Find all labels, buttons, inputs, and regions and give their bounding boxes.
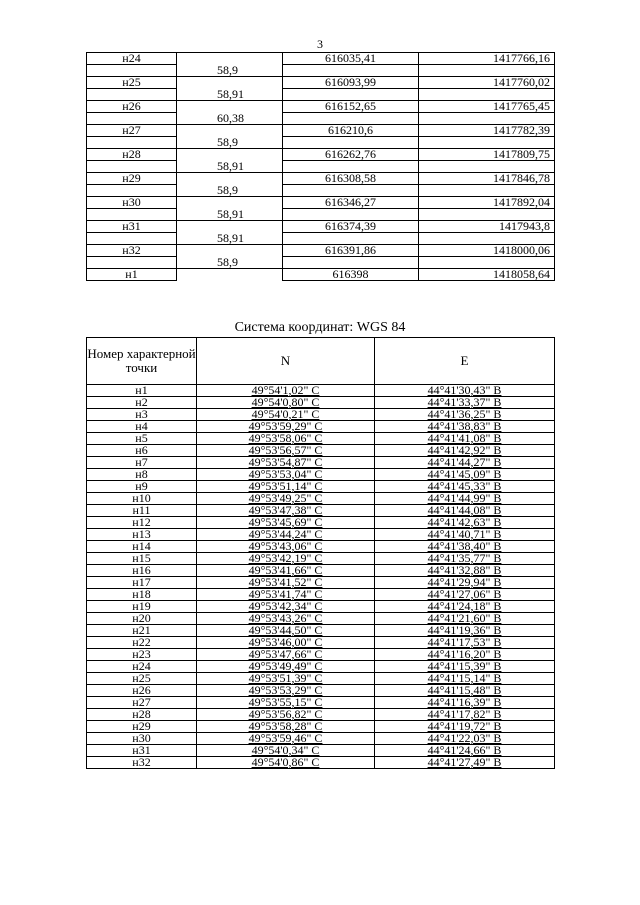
segment-length: 58,9 <box>177 257 283 269</box>
point-name: н28 <box>87 149 177 161</box>
n-coordinate: 49°53'42,19" С <box>197 553 375 565</box>
wgs84-coordinates-table <box>86 337 555 769</box>
e-coordinate: 44°41'17,53" В <box>375 637 555 649</box>
point-name: н22 <box>87 637 197 649</box>
e-coordinate: 44°41'22,03" В <box>375 733 555 745</box>
upper-table-body <box>87 53 555 281</box>
page-number: 3 <box>317 37 323 51</box>
n-coordinate: 49°54'0,80" С <box>197 397 375 409</box>
point-name: н26 <box>87 101 177 113</box>
table-row <box>87 77 555 89</box>
point-name: н15 <box>87 553 197 565</box>
header-e: E <box>375 338 555 385</box>
e-coordinate: 44°41'35,77" В <box>375 553 555 565</box>
point-name: н32 <box>87 245 177 257</box>
distance-row <box>87 161 555 173</box>
e-coordinate: 44°41'15,39" В <box>375 661 555 673</box>
x-coordinate: 616308,58 <box>283 173 419 185</box>
n-coordinate: 49°53'58,06" С <box>197 433 375 445</box>
table-row <box>87 53 555 65</box>
header-point-number: Номер характерной точки <box>87 338 197 385</box>
e-coordinate: 44°41'15,48" В <box>375 685 555 697</box>
e-coordinate: 44°41'17,82" В <box>375 709 555 721</box>
point-name: н18 <box>87 589 197 601</box>
y-coordinate: 1417782,39 <box>419 125 555 137</box>
e-coordinate: 44°41'44,27" В <box>375 457 555 469</box>
point-name: н10 <box>87 493 197 505</box>
point-name: н24 <box>87 53 177 65</box>
y-coordinate: 1417809,75 <box>419 149 555 161</box>
table-row <box>87 221 555 233</box>
e-coordinate: 44°41'21,60" В <box>375 613 555 625</box>
point-name: н1 <box>87 385 197 397</box>
coordinate-system-caption: Система координат: WGS 84 <box>234 320 406 335</box>
point-name: н7 <box>87 457 197 469</box>
point-name: н4 <box>87 421 197 433</box>
point-name: н27 <box>87 697 197 709</box>
y-coordinate: 1417766,16 <box>419 53 555 65</box>
table-row <box>87 757 555 769</box>
n-coordinate: 49°53'41,52" С <box>197 577 375 589</box>
e-coordinate: 44°41'40,71" В <box>375 529 555 541</box>
n-coordinate: 49°53'41,74" С <box>197 589 375 601</box>
distance-row <box>87 185 555 197</box>
x-coordinate: 616210,6 <box>283 125 419 137</box>
header-row <box>87 338 555 385</box>
distance-row <box>87 233 555 245</box>
e-coordinate: 44°41'45,09" В <box>375 469 555 481</box>
point-name: н19 <box>87 601 197 613</box>
n-coordinate: 49°53'49,49" С <box>197 661 375 673</box>
n-coordinate: 49°53'47,38" С <box>197 505 375 517</box>
e-coordinate: 44°41'45,33" В <box>375 481 555 493</box>
n-coordinate: 49°53'51,39" С <box>197 673 375 685</box>
n-coordinate: 49°54'0,86" С <box>197 757 375 769</box>
point-name: н9 <box>87 481 197 493</box>
header-n: N <box>197 338 375 385</box>
n-coordinate: 49°53'51,14" С <box>197 481 375 493</box>
point-name: н11 <box>87 505 197 517</box>
point-name: н3 <box>87 409 197 421</box>
distance-row <box>87 65 555 77</box>
e-coordinate: 44°41'30,43" В <box>375 385 555 397</box>
e-coordinate: 44°41'29,94" В <box>375 577 555 589</box>
point-name: н30 <box>87 197 177 209</box>
point-name: н8 <box>87 469 197 481</box>
n-coordinate: 49°53'41,66" С <box>197 565 375 577</box>
table-row <box>87 125 555 137</box>
y-coordinate: 1417765,45 <box>419 101 555 113</box>
distance-row <box>87 89 555 101</box>
table-row <box>87 101 555 113</box>
y-coordinate: 1417760,02 <box>419 77 555 89</box>
segment-length: 58,91 <box>177 161 283 173</box>
x-coordinate: 616262,76 <box>283 149 419 161</box>
segment-length: 58,9 <box>177 65 283 77</box>
lower-table-body <box>87 385 555 769</box>
e-coordinate: 44°41'42,92" В <box>375 445 555 457</box>
x-coordinate: 616152,65 <box>283 101 419 113</box>
n-coordinate: 49°54'0,34" С <box>197 745 375 757</box>
e-coordinate: 44°41'41,08" В <box>375 433 555 445</box>
segment-length: 60,38 <box>177 113 283 125</box>
point-name: н21 <box>87 625 197 637</box>
segment-length: 58,9 <box>177 137 283 149</box>
y-coordinate: 1417943,8 <box>419 221 555 233</box>
e-coordinate: 44°41'38,83" В <box>375 421 555 433</box>
point-name: н14 <box>87 541 197 553</box>
point-name: н20 <box>87 613 197 625</box>
n-coordinate: 49°54'1,02" С <box>197 385 375 397</box>
upper-coordinates-table <box>86 52 555 281</box>
e-coordinate: 44°41'19,36" В <box>375 625 555 637</box>
table-row <box>87 269 555 281</box>
distance-row <box>87 137 555 149</box>
segment-length: 58,91 <box>177 209 283 221</box>
e-coordinate: 44°41'44,08" В <box>375 505 555 517</box>
n-coordinate: 49°53'45,69" С <box>197 517 375 529</box>
x-coordinate: 616346,27 <box>283 197 419 209</box>
point-name: н24 <box>87 661 197 673</box>
y-coordinate: 1417892,04 <box>419 197 555 209</box>
n-coordinate: 49°53'43,06" С <box>197 541 375 553</box>
point-name: н2 <box>87 397 197 409</box>
e-coordinate: 44°41'36,25" В <box>375 409 555 421</box>
table-row <box>87 245 555 257</box>
segment-length: 58,91 <box>177 89 283 101</box>
point-name: н25 <box>87 673 197 685</box>
e-coordinate: 44°41'24,66" В <box>375 745 555 757</box>
point-name: н30 <box>87 733 197 745</box>
point-name: н26 <box>87 685 197 697</box>
x-coordinate: 616374,39 <box>283 221 419 233</box>
e-coordinate: 44°41'32,88" В <box>375 565 555 577</box>
x-coordinate: 616391,86 <box>283 245 419 257</box>
e-coordinate: 44°41'27,06" В <box>375 589 555 601</box>
n-coordinate: 49°53'54,87" С <box>197 457 375 469</box>
point-name: н28 <box>87 709 197 721</box>
n-coordinate: 49°53'53,04" С <box>197 469 375 481</box>
n-coordinate: 49°53'43,26" С <box>197 613 375 625</box>
e-coordinate: 44°41'16,20" В <box>375 649 555 661</box>
x-coordinate: 616398 <box>283 269 419 281</box>
n-coordinate: 49°53'47,66" С <box>197 649 375 661</box>
y-coordinate: 1417846,78 <box>419 173 555 185</box>
e-coordinate: 44°41'15,14" В <box>375 673 555 685</box>
point-name: н16 <box>87 565 197 577</box>
point-name: н25 <box>87 77 177 89</box>
point-name: н27 <box>87 125 177 137</box>
table-row <box>87 173 555 185</box>
point-name: н31 <box>87 221 177 233</box>
distance-row <box>87 257 555 269</box>
n-coordinate: 49°53'56,82" С <box>197 709 375 721</box>
point-name: н5 <box>87 433 197 445</box>
n-coordinate: 49°53'55,15" С <box>197 697 375 709</box>
point-name: н29 <box>87 173 177 185</box>
point-name: н13 <box>87 529 197 541</box>
point-name: н32 <box>87 757 197 769</box>
n-coordinate: 49°53'44,24" С <box>197 529 375 541</box>
point-name: н23 <box>87 649 197 661</box>
segment-length: 58,91 <box>177 233 283 245</box>
n-coordinate: 49°53'53,29" С <box>197 685 375 697</box>
n-coordinate: 49°53'56,57" С <box>197 445 375 457</box>
n-coordinate: 49°53'59,46" С <box>197 733 375 745</box>
n-coordinate: 49°53'42,34" С <box>197 601 375 613</box>
distance-cell-top <box>177 269 283 281</box>
e-coordinate: 44°41'44,99" В <box>375 493 555 505</box>
e-coordinate: 44°41'19,72" В <box>375 721 555 733</box>
e-coordinate: 44°41'42,63" В <box>375 517 555 529</box>
point-name: н17 <box>87 577 197 589</box>
n-coordinate: 49°53'49,25" С <box>197 493 375 505</box>
n-coordinate: 49°53'46,00" С <box>197 637 375 649</box>
table-row <box>87 197 555 209</box>
y-coordinate: 1418058,64 <box>419 269 555 281</box>
y-coordinate: 1418000,06 <box>419 245 555 257</box>
n-coordinate: 49°53'44,50" С <box>197 625 375 637</box>
n-coordinate: 49°53'59,29" С <box>197 421 375 433</box>
n-coordinate: 49°54'0,21" С <box>197 409 375 421</box>
table-row <box>87 149 555 161</box>
n-coordinate: 49°53'58,28" С <box>197 721 375 733</box>
e-coordinate: 44°41'38,40" В <box>375 541 555 553</box>
segment-length: 58,9 <box>177 185 283 197</box>
point-name: н6 <box>87 445 197 457</box>
x-coordinate: 616093,99 <box>283 77 419 89</box>
e-coordinate: 44°41'27,49" В <box>375 757 555 769</box>
e-coordinate: 44°41'33,37" В <box>375 397 555 409</box>
distance-row <box>87 209 555 221</box>
point-name: н1 <box>87 269 177 281</box>
point-name: н31 <box>87 745 197 757</box>
point-name: н12 <box>87 517 197 529</box>
e-coordinate: 44°41'24,18" В <box>375 601 555 613</box>
distance-row <box>87 113 555 125</box>
x-coordinate: 616035,41 <box>283 53 419 65</box>
point-name: н29 <box>87 721 197 733</box>
e-coordinate: 44°41'16,39" В <box>375 697 555 709</box>
